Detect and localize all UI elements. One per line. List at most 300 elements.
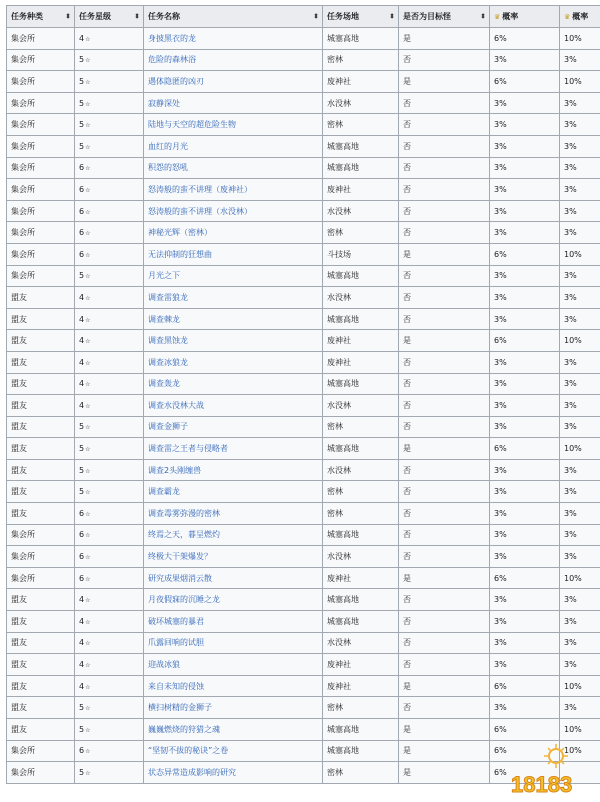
cell-value: 否 [403, 120, 411, 130]
quest-name-link[interactable]: 无法抑制的狂想曲 [148, 249, 212, 259]
cell-value: 10% [564, 33, 582, 43]
cell-place [323, 179, 399, 201]
quest-name-link[interactable]: 血红的月光 [148, 141, 188, 151]
cell-value: 5 [79, 487, 85, 497]
cell-rate1 [490, 200, 560, 222]
cell-name[interactable] [144, 481, 323, 503]
cell-target [399, 157, 490, 179]
cell-place [323, 92, 399, 114]
cell-value: 6 [79, 249, 85, 259]
cell-rate2 [560, 330, 600, 352]
quest-name-link[interactable]: “坚韧不拔的秘诀”之卷 [148, 746, 229, 756]
cell-value: 盟友 [11, 444, 27, 454]
quest-table [6, 5, 600, 784]
column-header-2[interactable] [75, 6, 144, 28]
cell-rate1 [490, 114, 560, 136]
cell-target [399, 675, 490, 697]
cell-level [75, 654, 144, 676]
cell-place [323, 49, 399, 71]
cell-name[interactable] [144, 92, 323, 114]
star-icon: ☆ [85, 143, 91, 151]
cell-name[interactable] [144, 740, 323, 762]
column-header-5[interactable] [399, 6, 490, 28]
quest-name-link[interactable]: 调查霸龙 [148, 487, 180, 497]
header-row [7, 6, 600, 28]
cell-value: 3% [564, 552, 577, 562]
cell-value: 3% [494, 120, 507, 130]
cell-value: 6% [494, 724, 507, 734]
cell-name[interactable] [144, 28, 323, 50]
cell-value: 10% [564, 573, 582, 583]
star-icon: ☆ [85, 316, 91, 324]
column-header-7[interactable] [560, 6, 600, 28]
cell-name[interactable] [144, 589, 323, 611]
quest-name-link[interactable]: 终焉之天，暮呈燃灼 [148, 530, 220, 540]
cell-target [399, 49, 490, 71]
cell-place [323, 697, 399, 719]
quest-name-link[interactable]: 调查雷狼龙 [148, 292, 188, 302]
quest-name-link[interactable]: 横扫树精的金狮子 [148, 703, 212, 713]
cell-value: 盟友 [11, 357, 27, 367]
cell-value: 6% [494, 681, 507, 691]
quest-name-link[interactable]: 怒涛般的蛮不讲理（水没林） [148, 206, 252, 216]
cell-name[interactable] [144, 438, 323, 460]
cell-value: 4 [79, 681, 85, 691]
cell-type [7, 287, 75, 309]
cell-level [75, 287, 144, 309]
cell-target [399, 567, 490, 589]
table-row [7, 373, 600, 395]
quest-name-link[interactable]: 调查雷之王者与侵略者 [148, 444, 228, 454]
cell-level [75, 71, 144, 93]
cell-value: 5 [79, 98, 85, 108]
cell-rate1 [490, 416, 560, 438]
cell-rate1 [490, 330, 560, 352]
star-icon: ☆ [85, 597, 91, 605]
cell-value: 3% [494, 638, 507, 648]
cell-value: 集会所 [11, 163, 35, 173]
quest-name-link[interactable]: 怒涛般的蛮不讲理（废神社） [148, 184, 252, 194]
cell-place [323, 719, 399, 741]
cell-level [75, 92, 144, 114]
cell-name[interactable] [144, 503, 323, 525]
column-header-3[interactable] [144, 6, 323, 28]
star-icon: ☆ [85, 575, 91, 583]
cell-value: 3% [494, 660, 507, 670]
cell-target [399, 589, 490, 611]
cell-name[interactable] [144, 330, 323, 352]
table-row [7, 697, 600, 719]
cell-value: 4 [79, 660, 85, 670]
cell-target [399, 287, 490, 309]
cell-value: 废神社 [327, 184, 351, 194]
cell-type [7, 675, 75, 697]
cell-name[interactable] [144, 416, 323, 438]
cell-value: 3% [494, 228, 507, 238]
cell-value: 4 [79, 33, 85, 43]
cell-rate2 [560, 459, 600, 481]
cell-value: 否 [403, 357, 411, 367]
cell-name[interactable] [144, 287, 323, 309]
star-icon: ☆ [85, 338, 91, 346]
cell-target [399, 762, 490, 784]
cell-value: 10% [564, 249, 582, 259]
cell-value: 盟友 [11, 487, 27, 497]
cell-value: 3% [494, 141, 507, 151]
cell-value: 3% [564, 660, 577, 670]
cell-place [323, 762, 399, 784]
cell-name[interactable] [144, 654, 323, 676]
cell-rate2 [560, 416, 600, 438]
crown-icon: ♛ [564, 13, 571, 21]
cell-value: 盟友 [11, 681, 27, 691]
cell-name[interactable] [144, 395, 323, 417]
star-icon: ☆ [85, 165, 91, 173]
cell-type [7, 157, 75, 179]
cell-type [7, 416, 75, 438]
cell-rate2 [560, 243, 600, 265]
cell-target [399, 481, 490, 503]
cell-value: 废神社 [327, 573, 351, 583]
cell-type [7, 546, 75, 568]
column-header-6[interactable] [490, 6, 560, 28]
cell-place [323, 675, 399, 697]
quest-name-link[interactable]: 迎战冰狼 [148, 660, 180, 670]
cell-target [399, 632, 490, 654]
cell-rate1 [490, 71, 560, 93]
quest-name-link[interactable]: 调查毒雾弥漫的密林 [148, 508, 220, 518]
cell-value: 水没林 [327, 465, 351, 475]
cell-rate1 [490, 28, 560, 50]
cell-rate1 [490, 49, 560, 71]
sun-icon [544, 744, 568, 768]
cell-value: 否 [403, 184, 411, 194]
cell-rate2 [560, 157, 600, 179]
cell-rate1 [490, 632, 560, 654]
quest-name-link[interactable]: 状态异常造成影响的研究 [148, 767, 236, 777]
cell-name[interactable] [144, 71, 323, 93]
cell-rate1 [490, 351, 560, 373]
cell-level [75, 675, 144, 697]
cell-rate2 [560, 611, 600, 633]
cell-rate1 [490, 567, 560, 589]
cell-value: 密林 [327, 703, 343, 713]
quest-name-link[interactable]: 研究成果烟消云散 [148, 573, 212, 583]
cell-target [399, 351, 490, 373]
cell-name[interactable] [144, 351, 323, 373]
cell-value: 废神社 [327, 660, 351, 670]
cell-rate2 [560, 222, 600, 244]
cell-rate1 [490, 719, 560, 741]
quest-name-link[interactable]: 调查水没林大战 [148, 400, 204, 410]
cell-value: 3% [494, 465, 507, 475]
cell-place [323, 287, 399, 309]
star-icon: ☆ [85, 489, 91, 497]
star-icon: ☆ [85, 683, 91, 691]
column-header-1[interactable] [7, 6, 75, 28]
cell-type [7, 92, 75, 114]
cell-rate1 [490, 524, 560, 546]
star-icon: ☆ [85, 294, 91, 302]
quest-name-link[interactable]: 遇体隐匿的凶刃 [148, 76, 204, 86]
cell-value: 集会所 [11, 141, 35, 151]
cell-level [75, 524, 144, 546]
star-icon: ☆ [85, 251, 91, 259]
star-icon: ☆ [85, 35, 91, 43]
cell-target [399, 373, 490, 395]
cell-value: 密林 [327, 508, 343, 518]
quest-name-link[interactable]: 来自未知的侵蚀 [148, 681, 204, 691]
cell-name[interactable] [144, 459, 323, 481]
cell-value: 10% [564, 336, 582, 346]
cell-rate2 [560, 481, 600, 503]
cell-rate1 [490, 179, 560, 201]
cell-value: 3% [494, 616, 507, 626]
cell-rate1 [490, 157, 560, 179]
quest-name-link[interactable]: 破坏城塞的暴君 [148, 616, 204, 626]
star-icon: ☆ [85, 705, 91, 713]
cell-type [7, 697, 75, 719]
quest-name-link[interactable]: 月夜假寐的沉睡之龙 [148, 595, 220, 605]
cell-value: 集会所 [11, 249, 35, 259]
quest-name-link[interactable]: 调查黑蚀龙 [148, 336, 188, 346]
quest-name-link[interactable]: 寂静深处 [148, 98, 180, 108]
cell-value: 3% [564, 163, 577, 173]
table-row [7, 567, 600, 589]
cell-type [7, 330, 75, 352]
cell-value: 6 [79, 746, 85, 756]
quest-name-link[interactable]: 危险的森林浴 [148, 55, 196, 65]
cell-value: 否 [403, 660, 411, 670]
quest-name-link[interactable]: 调查金狮子 [148, 422, 188, 432]
cell-value: 4 [79, 400, 85, 410]
cell-place [323, 503, 399, 525]
cell-value: 否 [403, 271, 411, 281]
cell-rate2 [560, 351, 600, 373]
star-icon: ☆ [85, 122, 91, 130]
cell-value: 集会所 [11, 552, 35, 562]
column-header-4[interactable] [323, 6, 399, 28]
cell-rate1 [490, 675, 560, 697]
cell-value: 6% [494, 444, 507, 454]
cell-value: 3% [564, 314, 577, 324]
cell-value: 是 [403, 746, 411, 756]
cell-level [75, 416, 144, 438]
cell-value: 集会所 [11, 530, 35, 540]
cell-level [75, 351, 144, 373]
cell-target [399, 719, 490, 741]
cell-value: 3% [564, 228, 577, 238]
cell-value: 10% [564, 746, 582, 756]
cell-name[interactable] [144, 697, 323, 719]
cell-value: 废神社 [327, 357, 351, 367]
sort-icon[interactable]: ⬍ [134, 12, 140, 20]
cell-name[interactable] [144, 632, 323, 654]
cell-value: 3% [494, 400, 507, 410]
cell-value: 3% [494, 55, 507, 65]
cell-value: 城塞高地 [327, 314, 359, 324]
cell-target [399, 92, 490, 114]
table-row [7, 200, 600, 222]
cell-type [7, 135, 75, 157]
table-row [7, 416, 600, 438]
cell-value: 3% [494, 98, 507, 108]
star-icon: ☆ [85, 769, 91, 777]
cell-value: 4 [79, 336, 85, 346]
cell-value: 密林 [327, 767, 343, 777]
cell-name[interactable] [144, 762, 323, 784]
cell-value: 否 [403, 703, 411, 713]
quest-name-link[interactable]: 身披黑衣的龙 [148, 33, 196, 43]
cell-target [399, 135, 490, 157]
sort-icon[interactable]: ⬍ [65, 12, 71, 20]
sort-icon[interactable]: ⬍ [313, 12, 319, 20]
cell-target [399, 416, 490, 438]
quest-name-link[interactable]: 调查轰龙 [148, 379, 180, 389]
cell-name[interactable] [144, 222, 323, 244]
cell-name[interactable] [144, 524, 323, 546]
sort-icon[interactable]: ⬍ [480, 12, 486, 20]
cell-rate1 [490, 503, 560, 525]
cell-value: 3% [564, 379, 577, 389]
star-icon: ☆ [85, 100, 91, 108]
cell-rate1 [490, 589, 560, 611]
cell-name[interactable] [144, 135, 323, 157]
star-icon: ☆ [85, 186, 91, 194]
cell-value: 水没林 [327, 552, 351, 562]
table-row [7, 459, 600, 481]
quest-name-link[interactable]: 终极大干架爆发？ [148, 552, 212, 562]
star-icon: ☆ [85, 273, 91, 281]
cell-rate2 [560, 524, 600, 546]
cell-place [323, 157, 399, 179]
cell-type [7, 719, 75, 741]
cell-value: 是 [403, 681, 411, 691]
table-row [7, 589, 600, 611]
cell-value: 是 [403, 573, 411, 583]
cell-level [75, 740, 144, 762]
cell-rate1 [490, 546, 560, 568]
cell-level [75, 49, 144, 71]
cell-target [399, 243, 490, 265]
quest-name-link[interactable]: 巍巍燃烧的狩猎之魂 [148, 724, 220, 734]
cell-rate2 [560, 632, 600, 654]
cell-rate2 [560, 719, 600, 741]
cell-target [399, 459, 490, 481]
cell-value: 水没林 [327, 206, 351, 216]
star-icon: ☆ [85, 424, 91, 432]
cell-value: 3% [494, 422, 507, 432]
cell-type [7, 222, 75, 244]
cell-value: 集会所 [11, 228, 35, 238]
quest-name-link[interactable]: 月光之下 [148, 271, 180, 281]
cell-name[interactable] [144, 243, 323, 265]
quest-name-link[interactable]: 调查冰狼龙 [148, 357, 188, 367]
cell-name[interactable] [144, 200, 323, 222]
cell-value: 盟友 [11, 660, 27, 670]
cell-value: 5 [79, 422, 85, 432]
column-header-label: 任务星级 [79, 12, 111, 21]
cell-value: 否 [403, 638, 411, 648]
cell-name[interactable] [144, 567, 323, 589]
cell-value: 3% [564, 703, 577, 713]
cell-level [75, 200, 144, 222]
cell-rate2 [560, 71, 600, 93]
cell-value: 盟友 [11, 724, 27, 734]
quest-name-link[interactable]: 神秘光辉（密林） [148, 228, 212, 238]
cell-name[interactable] [144, 265, 323, 287]
cell-rate2 [560, 438, 600, 460]
cell-value: 城塞高地 [327, 271, 359, 281]
cell-target [399, 200, 490, 222]
cell-value: 是 [403, 767, 411, 777]
cell-name[interactable] [144, 308, 323, 330]
cell-rate2 [560, 373, 600, 395]
cell-rate2 [560, 49, 600, 71]
cell-value: 6 [79, 573, 85, 583]
cell-type [7, 481, 75, 503]
quest-name-link[interactable]: 调查棘龙 [148, 314, 180, 324]
cell-value: 否 [403, 98, 411, 108]
star-icon: ☆ [85, 402, 91, 410]
cell-type [7, 308, 75, 330]
cell-name[interactable] [144, 114, 323, 136]
cell-rate1 [490, 697, 560, 719]
cell-name[interactable] [144, 546, 323, 568]
cell-level [75, 567, 144, 589]
cell-name[interactable] [144, 179, 323, 201]
cell-name[interactable] [144, 49, 323, 71]
table-row [7, 92, 600, 114]
cell-target [399, 330, 490, 352]
cell-type [7, 654, 75, 676]
cell-rate1 [490, 243, 560, 265]
quest-name-link[interactable]: 陆地与天空的超危险生物 [148, 120, 236, 130]
table-row [7, 351, 600, 373]
table-row [7, 675, 600, 697]
cell-value: 是 [403, 336, 411, 346]
cell-level [75, 135, 144, 157]
cell-name[interactable] [144, 611, 323, 633]
cell-name[interactable] [144, 719, 323, 741]
cell-value: 3% [564, 184, 577, 194]
quest-name-link[interactable]: 积怨的怒吼 [148, 163, 188, 173]
cell-value: 10% [564, 724, 582, 734]
cell-target [399, 740, 490, 762]
cell-value: 否 [403, 487, 411, 497]
cell-name[interactable] [144, 373, 323, 395]
cell-value: 密林 [327, 120, 343, 130]
table-row [7, 611, 600, 633]
cell-value: 5 [79, 465, 85, 475]
cell-type [7, 179, 75, 201]
sort-icon[interactable]: ⬍ [389, 12, 395, 20]
cell-name[interactable] [144, 675, 323, 697]
cell-name[interactable] [144, 157, 323, 179]
cell-value: 盟友 [11, 379, 27, 389]
quest-name-link[interactable]: 调查2头刚缠兽 [148, 465, 202, 475]
cell-value: 4 [79, 616, 85, 626]
cell-place [323, 200, 399, 222]
cell-value: 否 [403, 314, 411, 324]
quest-name-link[interactable]: 爪露回响的试胆 [148, 638, 204, 648]
column-header-label: 是否为目标怪 [403, 12, 451, 21]
cell-value: 密林 [327, 422, 343, 432]
table-row [7, 330, 600, 352]
cell-value: 城塞高地 [327, 746, 359, 756]
cell-value: 盟友 [11, 703, 27, 713]
cell-rate1 [490, 135, 560, 157]
